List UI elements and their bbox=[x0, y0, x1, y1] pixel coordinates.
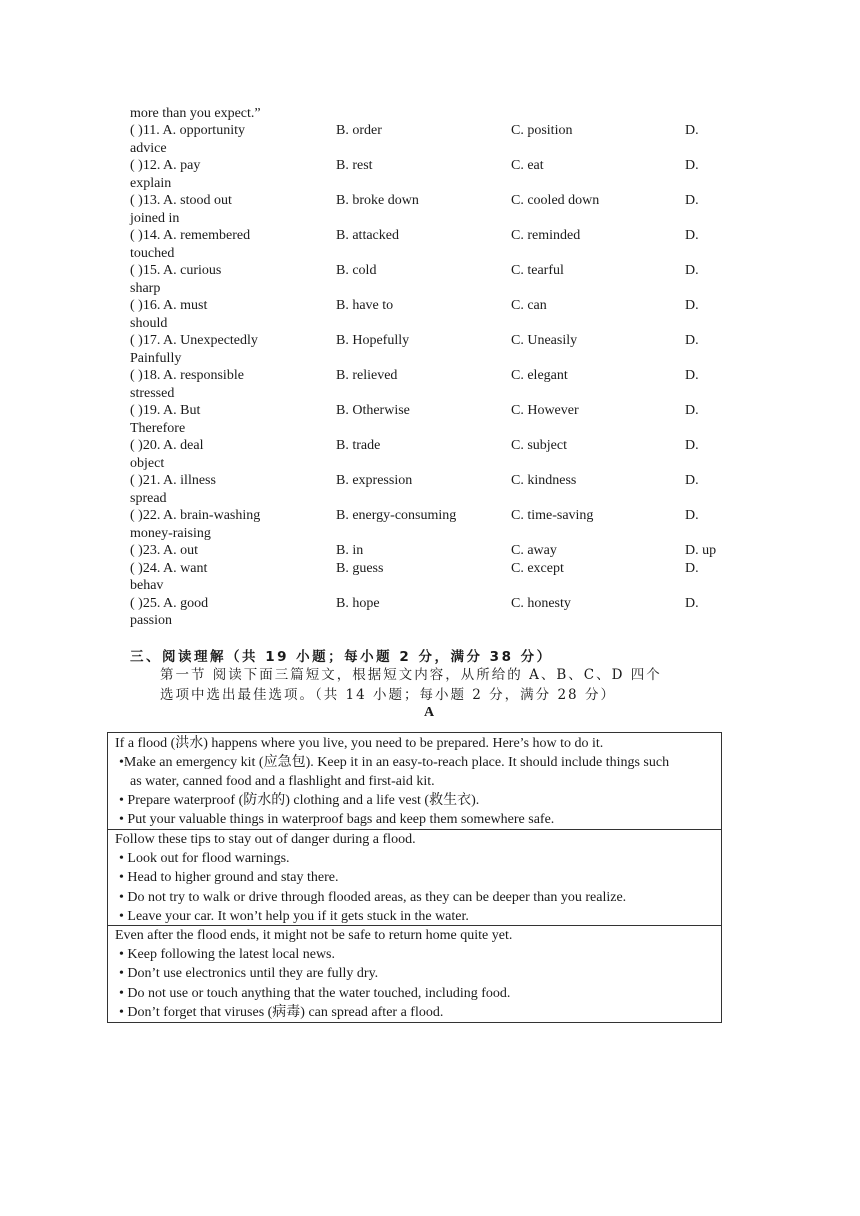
option-d-text: should bbox=[130, 315, 168, 331]
option-c: C. tearful bbox=[511, 263, 564, 278]
question-stem-option-a: ( )11. A. opportunity bbox=[130, 123, 245, 138]
question-row bbox=[130, 332, 730, 367]
option-b: B. relieved bbox=[336, 368, 398, 383]
question-stem-option-a: ( )16. A. must bbox=[130, 298, 208, 313]
option-c: C. eat bbox=[511, 158, 544, 173]
box1-line-1: If a flood (洪水) happens where you live, you need to be prepared. Here’s how to do it. bbox=[115, 736, 604, 751]
flood-after-box bbox=[107, 925, 722, 1023]
option-b: B. guess bbox=[336, 560, 384, 576]
box2-line-3: • Head to higher ground and stay there. bbox=[119, 870, 339, 885]
box1-line-2: •Make an emergency kit (应急包). Keep it in an easy-to-reach place. It should include things such bbox=[119, 755, 670, 770]
option-d-text: passion bbox=[130, 613, 172, 628]
option-d-label: D. up bbox=[685, 543, 717, 558]
question-stem-option-a: ( )17. A. Unexpectedly bbox=[130, 333, 258, 348]
question-stem-option-a: ( )15. A. curious bbox=[130, 263, 222, 278]
option-d-text: stressed bbox=[130, 385, 175, 401]
section-title: 三、阅读理解（共 19 小题；每小题 2 分，满分 38 分） bbox=[130, 649, 553, 665]
option-c: C. elegant bbox=[511, 368, 568, 383]
question-row bbox=[130, 402, 730, 437]
option-c: C. subject bbox=[511, 438, 567, 453]
box3-line-3: • Don’t use electronics until they are fully dry. bbox=[119, 966, 379, 981]
option-b: B. expression bbox=[336, 473, 413, 488]
option-d-label: D. bbox=[685, 123, 699, 138]
option-c: C. can bbox=[511, 298, 547, 313]
box3-line-1: Even after the flood ends, it might not be safe to return home quite yet. bbox=[115, 928, 513, 943]
option-d-label: D. bbox=[685, 438, 699, 453]
option-c: C. reminded bbox=[511, 228, 581, 243]
option-b: B. have to bbox=[336, 298, 394, 313]
question-row bbox=[130, 297, 730, 332]
option-d-label: D. bbox=[685, 403, 699, 418]
option-b: B. Otherwise bbox=[336, 403, 410, 418]
question-row bbox=[130, 437, 730, 472]
option-c: C. However bbox=[511, 403, 579, 418]
option-d-label: D. bbox=[685, 228, 699, 243]
question-stem-option-a: ( )20. A. deal bbox=[130, 438, 204, 453]
flood-during-box bbox=[107, 829, 722, 926]
option-d-text: money-raising bbox=[130, 525, 211, 541]
question-stem-option-a: ( )22. A. brain-washing bbox=[130, 508, 261, 523]
option-d-text: object bbox=[130, 455, 165, 471]
question-row bbox=[130, 507, 730, 542]
question-stem-option-a: ( )12. A. pay bbox=[130, 158, 201, 173]
option-b: B. order bbox=[336, 123, 382, 138]
question-stem-option-a: ( )23. A. out bbox=[130, 543, 199, 558]
box2-line-2: • Look out for flood warnings. bbox=[119, 851, 290, 866]
box3-line-2: • Keep following the latest local news. bbox=[119, 947, 336, 962]
option-b: B. rest bbox=[336, 158, 373, 173]
question-stem-option-a: ( )19. A. But bbox=[130, 403, 201, 418]
question-row bbox=[130, 227, 730, 262]
question-stem-option-a: ( )13. A. stood out bbox=[130, 193, 232, 208]
option-c: C. position bbox=[511, 123, 573, 138]
flood-prepare-box bbox=[107, 732, 722, 830]
question-row bbox=[130, 192, 730, 227]
subsection-line-2: 选项中选出最佳选项。（共 14 小题；每小题 2 分，满分 28 分） bbox=[160, 687, 616, 703]
option-d-label: D. bbox=[685, 333, 699, 348]
option-d-text: behav bbox=[130, 578, 164, 593]
option-b: B. cold bbox=[336, 263, 377, 278]
question-row bbox=[130, 262, 730, 297]
question-row bbox=[130, 542, 730, 560]
option-d-label: D. bbox=[685, 298, 699, 313]
cloze-question-list bbox=[130, 122, 730, 630]
option-c: C. except bbox=[511, 560, 564, 576]
option-d-label: D. bbox=[685, 508, 699, 523]
box2-line-5: • Leave your car. It won’t help you if it gets stuck in the water. bbox=[119, 909, 469, 924]
box2-line-4: • Do not try to walk or drive through flooded areas, as they can be deeper than you realize. bbox=[119, 890, 627, 905]
question-row bbox=[130, 122, 730, 157]
option-d-text: spread bbox=[130, 490, 167, 506]
option-c: C. kindness bbox=[511, 473, 577, 488]
option-c: C. Uneasily bbox=[511, 333, 578, 348]
question-row bbox=[130, 157, 730, 192]
option-d-label: D. bbox=[685, 595, 699, 611]
option-d-text: explain bbox=[130, 175, 172, 191]
box1-line-3: as water, canned food and a flashlight and first-aid kit. bbox=[130, 774, 435, 789]
option-d-text: joined in bbox=[130, 210, 180, 226]
question-row bbox=[130, 560, 730, 595]
question-stem-option-a: ( )18. A. responsible bbox=[130, 368, 244, 383]
option-d-label: D. bbox=[685, 368, 699, 383]
option-d-text: sharp bbox=[130, 280, 161, 296]
option-c: C. cooled down bbox=[511, 193, 600, 208]
option-c: C. time-saving bbox=[511, 508, 594, 523]
option-c: C. away bbox=[511, 543, 557, 558]
box2-line-1: Follow these tips to stay out of danger during a flood. bbox=[115, 832, 416, 847]
option-d-text: Therefore bbox=[130, 420, 186, 436]
subsection-instructions bbox=[160, 665, 730, 705]
option-d-text: Painfully bbox=[130, 350, 182, 366]
box1-line-5: • Put your valuable things in waterproof bags and keep them somewhere safe. bbox=[119, 812, 555, 827]
subsection-line-1: 第一节 阅读下面三篇短文，根据短文内容，从所给的 A、B、C、D 四个 bbox=[160, 667, 662, 683]
passage-label: A bbox=[424, 705, 435, 720]
box3-line-4: • Do not use or touch anything that the water touched, including food. bbox=[119, 986, 511, 1001]
question-stem-option-a: ( )14. A. remembered bbox=[130, 228, 251, 243]
option-d-label: D. bbox=[685, 158, 699, 173]
question-row bbox=[130, 472, 730, 507]
box3-line-5: • Don’t forget that viruses (病毒) can spread after a flood. bbox=[119, 1005, 444, 1020]
option-d-label: D. bbox=[685, 193, 699, 208]
option-b: B. trade bbox=[336, 438, 381, 453]
option-d-text: touched bbox=[130, 245, 175, 261]
option-b: B. broke down bbox=[336, 193, 419, 208]
option-b: B. Hopefully bbox=[336, 333, 410, 348]
question-stem-option-a: ( )25. A. good bbox=[130, 595, 209, 611]
option-b: B. in bbox=[336, 543, 364, 558]
question-row bbox=[130, 595, 730, 630]
option-d-label: D. bbox=[685, 473, 699, 488]
option-d-text: advice bbox=[130, 140, 167, 156]
box1-line-4: • Prepare waterproof (防水的) clothing and a life vest (救生衣). bbox=[119, 793, 480, 808]
option-c: C. honesty bbox=[511, 595, 571, 611]
question-stem-option-a: ( )24. A. want bbox=[130, 560, 208, 576]
option-d-label: D. bbox=[685, 263, 699, 278]
option-b: B. energy-consuming bbox=[336, 508, 457, 523]
option-d-label: D. bbox=[685, 560, 699, 576]
option-b: B. attacked bbox=[336, 228, 399, 243]
intro-tail-text: more than you expect.” bbox=[130, 106, 261, 121]
question-stem-option-a: ( )21. A. illness bbox=[130, 473, 216, 488]
question-row bbox=[130, 367, 730, 402]
option-b: B. hope bbox=[336, 595, 380, 611]
